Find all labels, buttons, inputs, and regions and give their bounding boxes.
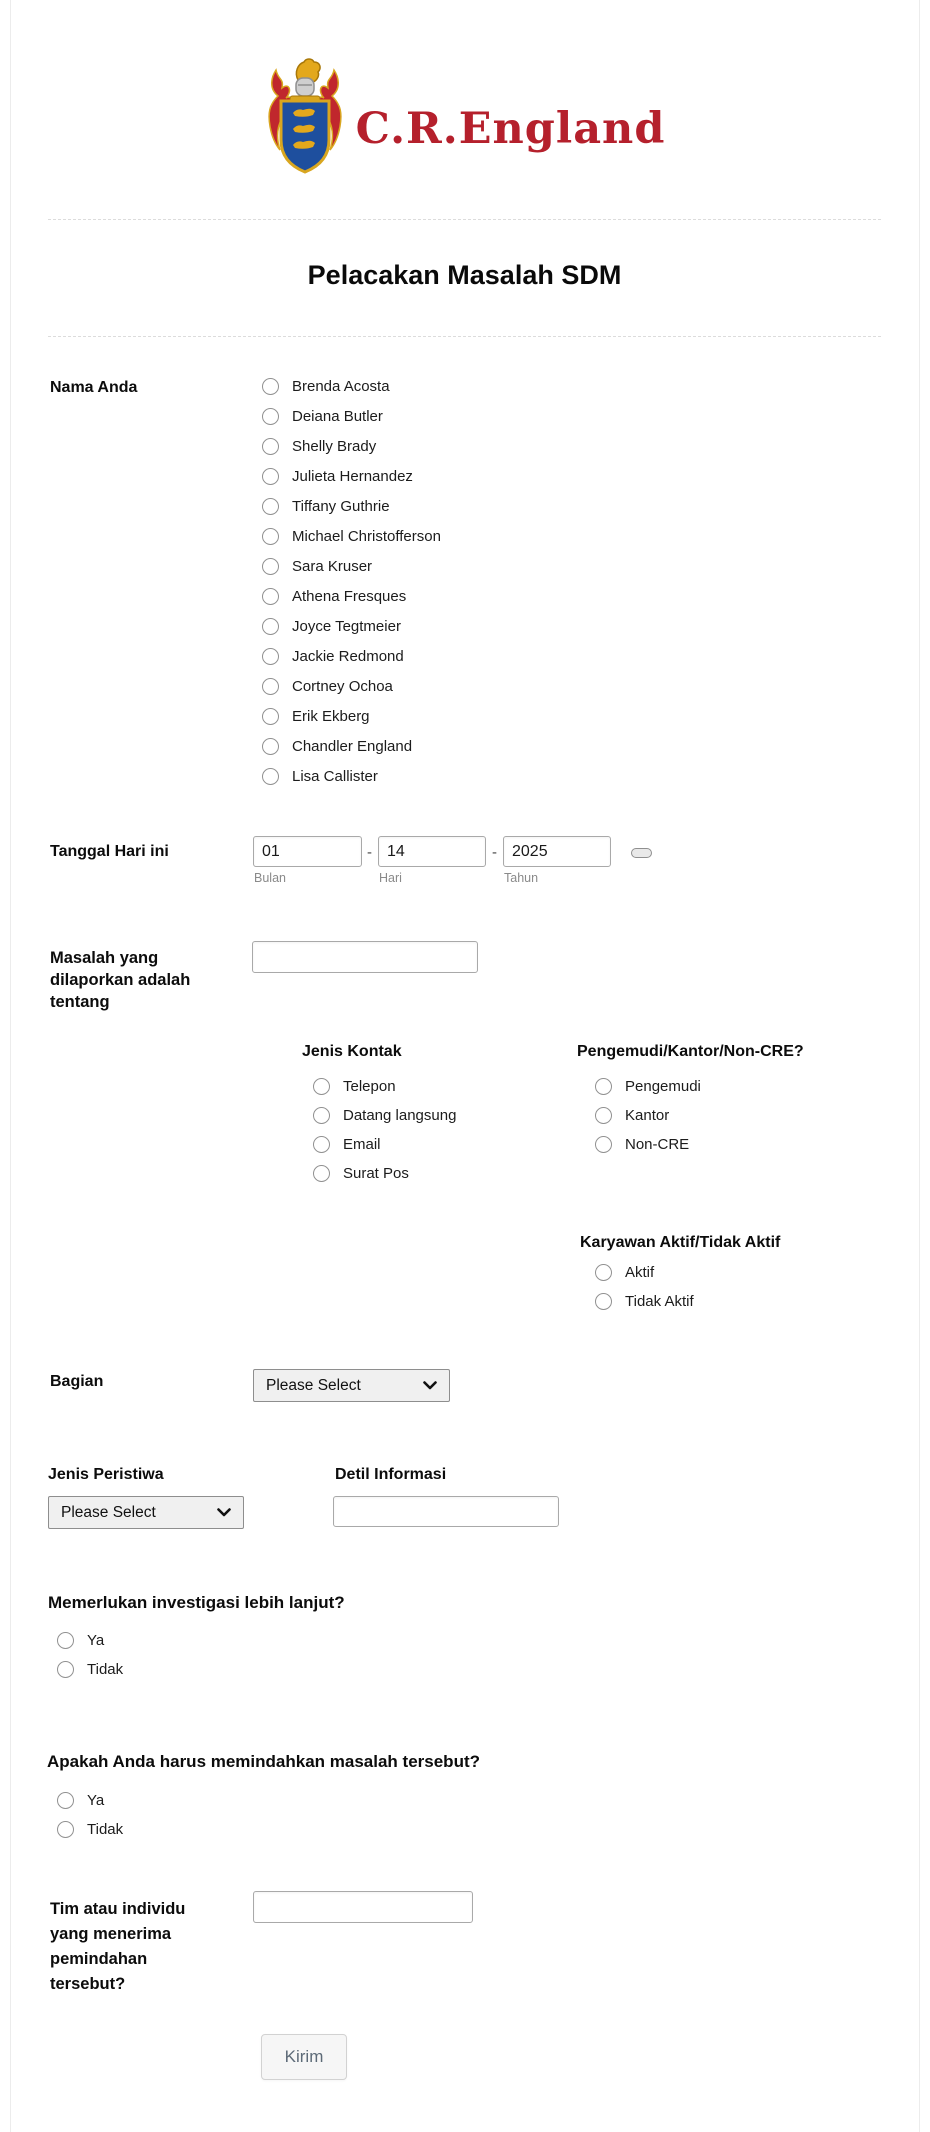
submit-button[interactable]: Kirim (261, 2034, 347, 2080)
radio-circle-icon[interactable] (262, 468, 279, 485)
group-label-employee-active: Karyawan Aktif/Tidak Aktif (580, 1234, 781, 1251)
transfer-radio-option[interactable] (57, 1815, 123, 1844)
radio-circle-icon[interactable] (262, 588, 279, 605)
chevron-down-icon (423, 1381, 437, 1390)
group-label-driver-office: Pengemudi/Kantor/Non-CRE? (577, 1043, 804, 1060)
radio-option-label: Tidak (87, 1661, 124, 1678)
radio-option-label: Tidak Aktif (625, 1293, 694, 1310)
name-radio-option[interactable] (262, 671, 441, 701)
group-label-contact-type: Jenis Kontak (302, 1043, 402, 1060)
name-radio-option[interactable] (262, 581, 441, 611)
radio-circle-icon[interactable] (57, 1632, 74, 1649)
contact-type-radio-option[interactable] (313, 1130, 456, 1159)
radio-option-label: Erik Ekberg (292, 707, 370, 725)
field-label-issue-about: Masalah yang dilaporkan adalah tentang (50, 949, 191, 1011)
radio-circle-icon[interactable] (262, 558, 279, 575)
transfer-radio-option[interactable] (57, 1786, 123, 1815)
form-title: Pelacakan Masalah SDM (307, 260, 622, 290)
cr-england-crest-icon (264, 58, 346, 181)
radio-circle-icon[interactable] (262, 768, 279, 785)
radio-option-label: Ya (87, 1632, 105, 1649)
investigation-radio-group (57, 1626, 123, 1684)
chevron-down-icon (217, 1508, 231, 1517)
field-label-event-type: Jenis Peristiwa (48, 1466, 164, 1483)
radio-option-label: Kantor (625, 1107, 670, 1124)
radio-option-label: Aktif (625, 1264, 655, 1281)
radio-circle-icon[interactable] (57, 1661, 74, 1678)
name-radio-option[interactable] (262, 731, 441, 761)
name-radio-option[interactable] (262, 491, 441, 521)
date-month-input[interactable] (253, 836, 362, 867)
date-day-input[interactable] (378, 836, 486, 867)
department-select[interactable] (253, 1369, 450, 1402)
radio-option-label: Julieta Hernandez (292, 467, 413, 485)
radio-option-label: Joyce Tegtmeier (292, 617, 401, 635)
transfer-radio-group (57, 1786, 123, 1844)
contact-type-radio-option[interactable] (313, 1159, 456, 1188)
radio-circle-icon[interactable] (262, 648, 279, 665)
radio-option-label: Michael Christofferson (292, 527, 441, 545)
radio-circle-icon[interactable] (595, 1264, 612, 1281)
date-year-sublabel: Tahun (504, 871, 539, 885)
radio-circle-icon[interactable] (57, 1821, 74, 1838)
driver-office-radio-option[interactable] (595, 1101, 701, 1130)
radio-circle-icon[interactable] (57, 1792, 74, 1809)
radio-circle-icon[interactable] (313, 1078, 330, 1095)
radio-option-label: Brenda Acosta (292, 377, 390, 395)
radio-circle-icon[interactable] (313, 1136, 330, 1153)
name-radio-option[interactable] (262, 521, 441, 551)
radio-circle-icon[interactable] (595, 1136, 612, 1153)
date-day-sublabel: Hari (379, 871, 402, 885)
question-label-investigation: Memerlukan investigasi lebih lanjut? (48, 1593, 345, 1612)
radio-option-label: Telepon (343, 1078, 396, 1095)
brand-name: C.R.England (355, 104, 666, 154)
field-label-department: Bagian (50, 1373, 104, 1390)
radio-option-label: Surat Pos (343, 1165, 409, 1182)
name-radio-option[interactable] (262, 701, 441, 731)
driver-office-radio-option[interactable] (595, 1130, 701, 1159)
radio-option-label: Athena Fresques (292, 587, 407, 605)
department-select-value: Please Select (266, 1376, 361, 1394)
title-divider (48, 336, 881, 337)
field-label-name: Nama Anda (50, 379, 138, 396)
radio-circle-icon[interactable] (262, 708, 279, 725)
radio-circle-icon[interactable] (262, 618, 279, 635)
transfer-recipient-input[interactable] (253, 1891, 473, 1923)
name-radio-option[interactable] (262, 371, 441, 401)
radio-option-label: Shelly Brady (292, 437, 377, 455)
contact-type-radio-group (313, 1072, 456, 1188)
event-type-select[interactable] (48, 1496, 244, 1529)
radio-option-label: Ya (87, 1792, 105, 1809)
employee-active-radio-option[interactable] (595, 1287, 694, 1316)
radio-circle-icon[interactable] (595, 1293, 612, 1310)
radio-option-label: Cortney Ochoa (292, 677, 393, 695)
radio-circle-icon[interactable] (262, 498, 279, 515)
date-month-sublabel: Bulan (254, 871, 286, 885)
radio-circle-icon[interactable] (595, 1078, 612, 1095)
investigation-radio-option[interactable] (57, 1626, 123, 1655)
radio-circle-icon[interactable] (595, 1107, 612, 1124)
name-radio-option[interactable] (262, 761, 441, 791)
employee-active-radio-group (595, 1258, 694, 1316)
radio-circle-icon[interactable] (313, 1107, 330, 1124)
calendar-icon[interactable] (631, 848, 652, 858)
issue-about-input[interactable] (252, 941, 478, 973)
radio-option-label: Email (343, 1136, 381, 1153)
field-label-transfer-recipient: Tim atau individu yang menerima pemindahan tersebut? (50, 1900, 186, 1993)
name-radio-option[interactable] (262, 461, 441, 491)
driver-office-radio-option[interactable] (595, 1072, 701, 1101)
date-separator: - (492, 844, 497, 861)
employee-active-radio-option[interactable] (595, 1258, 694, 1287)
contact-type-radio-option[interactable] (313, 1072, 456, 1101)
name-radio-option[interactable] (262, 431, 441, 461)
radio-circle-icon[interactable] (262, 678, 279, 695)
investigation-radio-option[interactable] (57, 1655, 123, 1684)
event-type-select-value: Please Select (61, 1503, 156, 1521)
field-label-date: Tanggal Hari ini (50, 843, 169, 860)
field-label-detail-info: Detil Informasi (335, 1466, 447, 1483)
radio-circle-icon[interactable] (262, 408, 279, 425)
detail-info-input[interactable] (333, 1496, 559, 1527)
header-logo (48, 58, 881, 181)
radio-option-label: Lisa Callister (292, 767, 378, 785)
question-label-transfer: Apakah Anda harus memindahkan masalah tersebut? (47, 1752, 480, 1771)
name-radio-option[interactable] (262, 401, 441, 431)
driver-office-radio-group (595, 1072, 701, 1159)
form-card (10, 0, 920, 2132)
radio-option-label: Deiana Butler (292, 407, 383, 425)
header-divider (48, 219, 881, 220)
radio-circle-icon[interactable] (262, 438, 279, 455)
radio-circle-icon[interactable] (262, 528, 279, 545)
radio-option-label: Jackie Redmond (292, 647, 404, 665)
radio-circle-icon[interactable] (262, 378, 279, 395)
radio-option-label: Pengemudi (625, 1078, 701, 1095)
name-radio-option[interactable] (262, 611, 441, 641)
radio-option-label: Non-CRE (625, 1136, 690, 1153)
date-year-input[interactable] (503, 836, 611, 867)
date-separator: - (367, 844, 372, 861)
contact-type-radio-option[interactable] (313, 1101, 456, 1130)
radio-circle-icon[interactable] (262, 738, 279, 755)
radio-option-label: Sara Kruser (292, 557, 373, 575)
radio-option-label: Tidak (87, 1821, 124, 1838)
name-radio-option[interactable] (262, 551, 441, 581)
name-radio-group (262, 371, 441, 791)
radio-option-label: Datang langsung (343, 1107, 457, 1124)
name-radio-option[interactable] (262, 641, 441, 671)
radio-option-label: Tiffany Guthrie (292, 497, 390, 515)
radio-option-label: Chandler England (292, 737, 413, 755)
radio-circle-icon[interactable] (313, 1165, 330, 1182)
